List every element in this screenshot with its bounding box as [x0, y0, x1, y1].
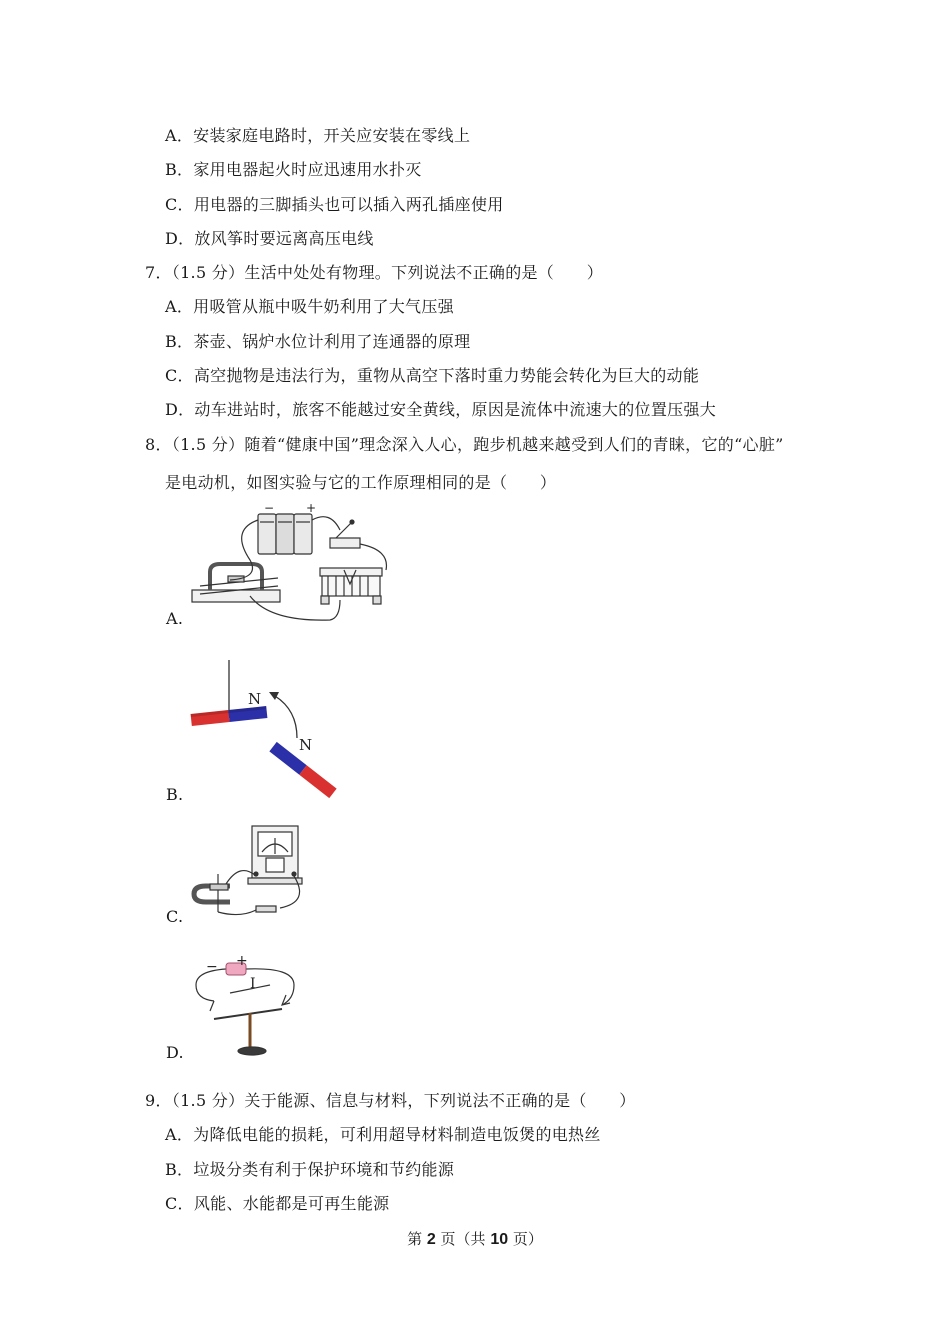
q7-stem: 7．（1.5 分）生活中处处有物理。下列说法不正确的是（ ）: [145, 263, 604, 282]
magnet-bottom-north-label: N: [299, 736, 313, 754]
q6-option-a: A．安装家庭电路时，开关应安装在零线上: [165, 126, 471, 145]
q6-option-c: C．用电器的三脚插头也可以插入两孔插座使用: [165, 195, 504, 214]
q9-stem: 9．（1.5 分）关于能源、信息与材料，下列说法不正确的是（ ）: [145, 1091, 636, 1110]
magnet-top-north-label: N: [248, 690, 262, 708]
footer-middle: 页（共: [435, 1230, 491, 1248]
q7-option-d: D．动车进站时，旅客不能越过安全黄线，原因是流体中流速大的位置压强大: [165, 400, 717, 419]
q8-figure-d: [190, 955, 305, 1057]
q7-option-c: C．高空抛物是违法行为，重物从高空下落时重力势能会转化为巨大的动能: [165, 366, 700, 385]
q7-option-a: A．用吸管从瓶中吸牛奶利用了大气压强: [165, 297, 454, 316]
q6-option-b: B．家用电器起火时应迅速用水扑灭: [165, 160, 422, 179]
cell-plus-label: +: [236, 955, 248, 969]
battery-minus-label: −: [264, 501, 275, 515]
footer-suffix: 页）: [508, 1230, 543, 1248]
q9-option-a: A．为降低电能的损耗，可利用超导材料制造电饭煲的电热丝: [165, 1125, 601, 1144]
cell-minus-label: −: [206, 959, 218, 975]
footer-prefix: 第: [407, 1230, 427, 1248]
footer-total-pages: 10: [490, 1231, 509, 1248]
battery-plus-label: +: [306, 501, 317, 515]
q9-option-c: C．风能、水能都是可再生能源: [165, 1194, 390, 1213]
current-label: I: [250, 976, 256, 992]
q8-stem-line2: 是电动机，如图实验与它的工作原理相同的是（ ）: [165, 473, 557, 492]
q8-option-c-label: C.: [166, 907, 184, 926]
q8-option-a-label: A.: [166, 609, 184, 628]
q8-stem-line1: 8．（1.5 分）随着“健康中国”理念深入人心，跑步机越来越受到人们的青睐，它的“心脏”: [145, 435, 784, 454]
q8-option-b-label: B.: [166, 785, 184, 804]
q9-option-b: B．垃圾分类有利于保护环境和节约能源: [165, 1160, 455, 1179]
q6-option-d: D．放风筝时要远离高压电线: [165, 229, 374, 248]
q7-option-b: B．茶壶、锅炉水位计利用了连通器的原理: [165, 332, 471, 351]
q8-figure-a: [190, 500, 395, 625]
footer-page-number: 2: [426, 1231, 436, 1248]
q8-figure-c: [190, 822, 320, 922]
page-footer: [0, 1228, 950, 1251]
q8-figure-b: [185, 660, 345, 802]
q8-option-d-label: D.: [166, 1043, 184, 1062]
